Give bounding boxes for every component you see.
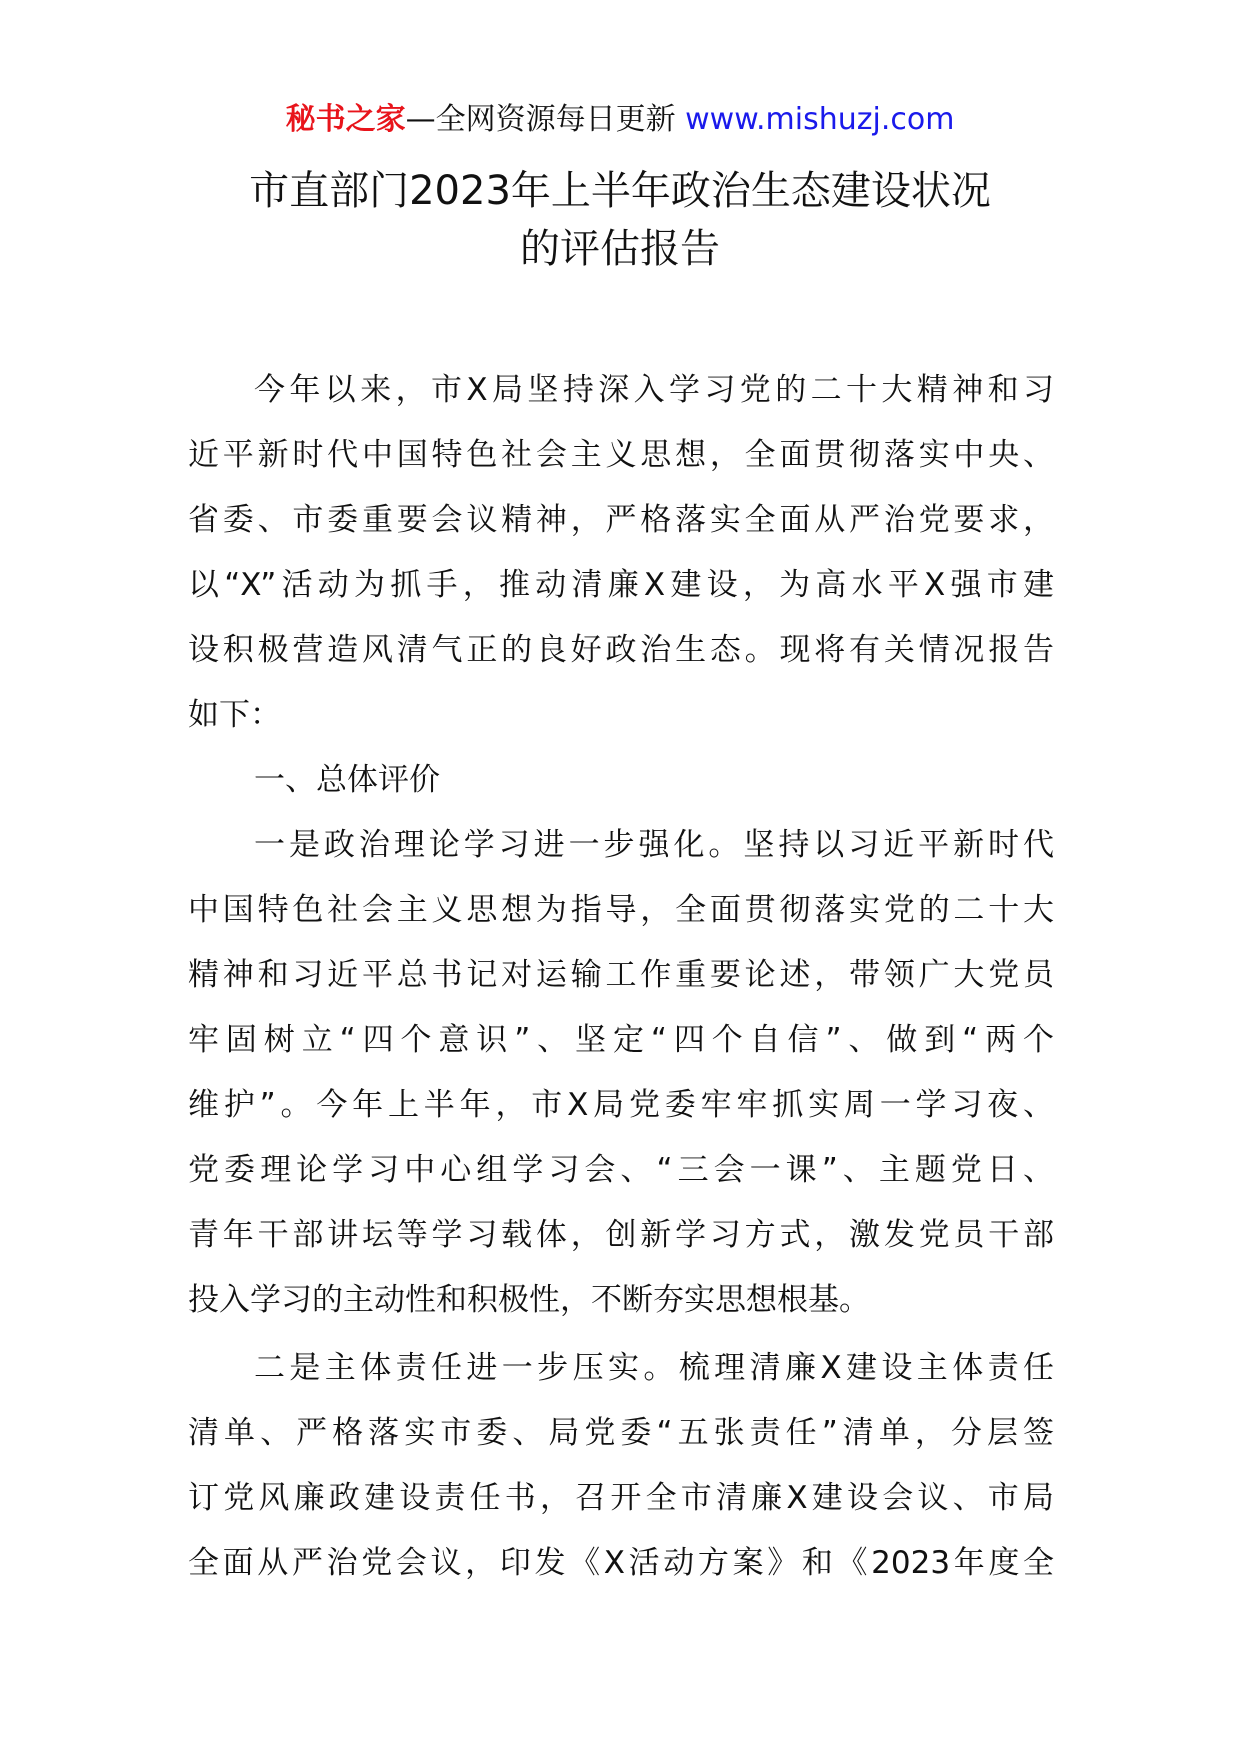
- text-line: 牢固树立“四个意识”、坚定“四个自信”、做到“两个: [188, 1022, 1054, 1058]
- text-line: 如下：: [188, 697, 281, 733]
- section-heading: 一、总体评价: [254, 762, 440, 798]
- title-line-2: 的评估报告: [520, 226, 720, 272]
- text-line: 投入学习的主动性和积极性，不断夯实思想根基。: [188, 1282, 870, 1318]
- point-two-paragraph: [188, 1336, 1054, 1596]
- text-line: 二是主体责任进一步压实。梳理清廉X建设主体责任: [254, 1350, 1054, 1386]
- brand-name: 秘书之家: [285, 102, 406, 137]
- document-body: [188, 358, 1054, 1596]
- point-one-paragraph: [188, 813, 1054, 1333]
- text-line: 清单、严格落实市委、局党委“五张责任”清单，分层签: [188, 1415, 1054, 1451]
- text-line: 全面从严治党会议，印发《X活动方案》和《2023年度全: [188, 1545, 1054, 1581]
- text-line: 设积极营造风清气正的良好政治生态。现将有关情况报告: [188, 632, 1054, 668]
- text-line: 维护”。今年上半年，市X局党委牢牢抓实周一学习夜、: [188, 1087, 1054, 1123]
- header-slogan: —全网资源每日更新: [405, 102, 676, 137]
- text-line: 近平新时代中国特色社会主义思想，全面贯彻落实中央、: [188, 437, 1054, 473]
- site-url-link[interactable]: www.mishuzj.com: [685, 102, 955, 137]
- text-line: 青年干部讲坛等学习载体，创新学习方式，激发党员干部: [188, 1217, 1054, 1253]
- intro-paragraph: [188, 358, 1054, 748]
- document-title: [0, 162, 1240, 278]
- text-line: 今年以来，市X局坚持深入学习党的二十大精神和习: [254, 372, 1054, 408]
- text-line: 精神和习近平总书记对运输工作重要论述，带领广大党员: [188, 957, 1054, 993]
- text-line: 以“X”活动为抓手，推动清廉X建设，为高水平X强市建: [188, 567, 1054, 603]
- text-line: 中国特色社会主义思想为指导，全面贯彻落实党的二十大: [188, 892, 1054, 928]
- text-line: 订党风廉政建设责任书，召开全市清廉X建设会议、市局: [188, 1480, 1054, 1516]
- title-line-1: 市直部门2023年上半年政治生态建设状况: [249, 168, 991, 214]
- text-line: 省委、市委重要会议精神，严格落实全面从严治党要求，: [188, 502, 1054, 538]
- watermark-header: [0, 100, 1240, 140]
- text-line: 一是政治理论学习进一步强化。坚持以习近平新时代: [254, 827, 1054, 863]
- text-line: 党委理论学习中心组学习会、“三会一课”、主题党日、: [188, 1152, 1054, 1188]
